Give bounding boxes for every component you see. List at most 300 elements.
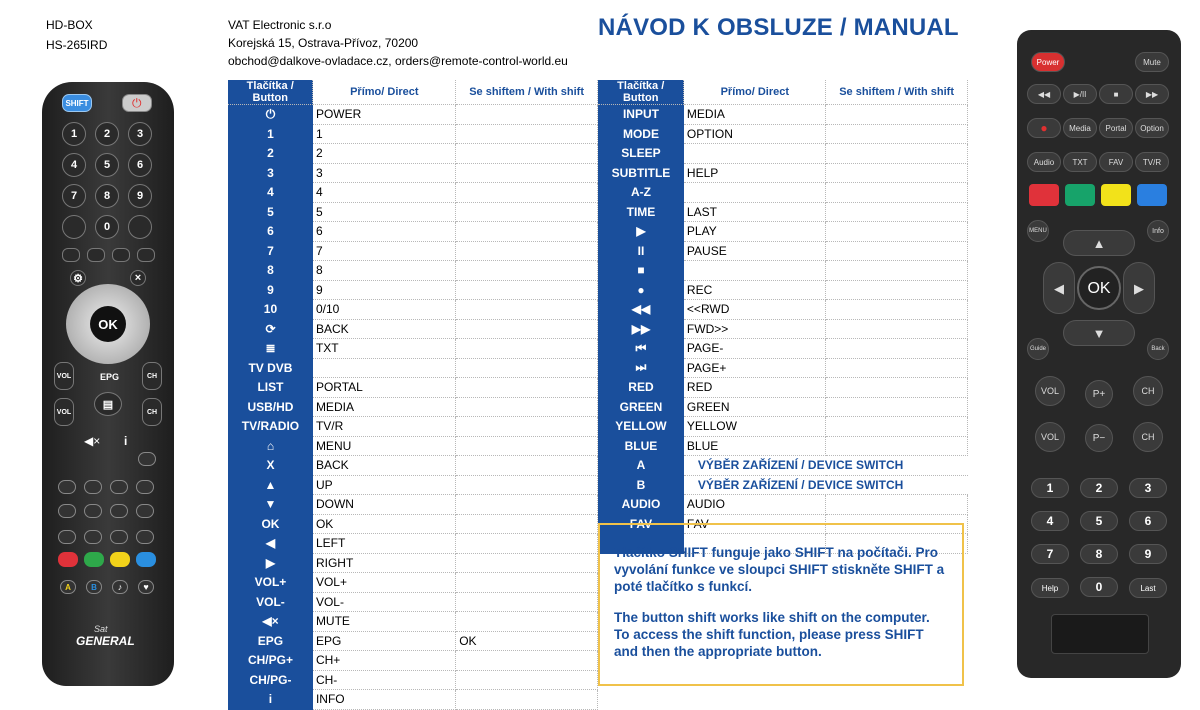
button-key: BLUE bbox=[598, 436, 684, 456]
color-button-red[interactable] bbox=[1029, 184, 1059, 206]
direct-function: MUTE bbox=[313, 612, 456, 632]
direct-function: 6 bbox=[313, 222, 456, 242]
direct-function: 4 bbox=[313, 183, 456, 203]
shift-function bbox=[456, 475, 598, 495]
button-key: MODE bbox=[598, 124, 684, 144]
shift-function bbox=[456, 105, 598, 125]
ok-button[interactable]: OK bbox=[90, 306, 126, 342]
button-key: 5 bbox=[228, 202, 313, 222]
table-row bbox=[228, 417, 598, 437]
number-button[interactable]: 3 bbox=[1129, 478, 1167, 498]
button-key: ◀× bbox=[228, 612, 313, 632]
shift-function bbox=[456, 319, 598, 339]
table-row bbox=[228, 534, 598, 554]
button-key: TIME bbox=[598, 202, 684, 222]
help-button[interactable]: Help bbox=[1031, 578, 1069, 598]
color-buttons bbox=[58, 552, 162, 570]
shift-function bbox=[826, 417, 968, 437]
b-button[interactable]: B bbox=[86, 580, 102, 594]
company-address: Korejská 15, Ostrava-Přívoz, 70200 bbox=[228, 36, 419, 50]
button-key: 10 bbox=[228, 300, 313, 320]
direct-function: UP bbox=[313, 475, 456, 495]
number-button[interactable]: 9 bbox=[1129, 544, 1167, 564]
shift-function bbox=[826, 183, 968, 203]
direct-function bbox=[313, 358, 456, 378]
table-row bbox=[228, 222, 598, 242]
media-button[interactable]: Media bbox=[1063, 118, 1097, 138]
direct-function: <<RWD bbox=[684, 300, 826, 320]
direct-function: FWD>> bbox=[684, 319, 826, 339]
button-key: LIST bbox=[228, 378, 313, 398]
music-icon[interactable]: ♪ bbox=[112, 580, 128, 594]
pause-button[interactable] bbox=[58, 504, 76, 518]
number-button[interactable]: 2 bbox=[95, 122, 119, 146]
color-button-blue[interactable] bbox=[136, 552, 156, 567]
table-row bbox=[598, 397, 968, 417]
shift-function bbox=[456, 378, 598, 398]
header-shift: Se shiftem / With shift bbox=[826, 80, 968, 105]
button-key: TV/RADIO bbox=[228, 417, 313, 437]
direct-function: 8 bbox=[313, 261, 456, 281]
button-key: ● bbox=[598, 280, 684, 300]
record-button[interactable]: ● bbox=[1027, 118, 1061, 138]
table-row bbox=[598, 378, 968, 398]
header-direct: Přímo/ Direct bbox=[684, 80, 826, 105]
forward-button[interactable]: ▶▶ bbox=[1135, 84, 1169, 104]
ch-minus-button[interactable]: CH bbox=[142, 398, 162, 426]
vol-minus-button[interactable]: VOL bbox=[54, 398, 74, 426]
direct-function: BACK bbox=[313, 456, 456, 476]
number-button[interactable] bbox=[128, 215, 152, 239]
direct-function: 1 bbox=[313, 124, 456, 144]
button-key: OK bbox=[228, 514, 313, 534]
direct-function: PLAY bbox=[684, 222, 826, 242]
shift-function bbox=[826, 436, 968, 456]
table-row bbox=[228, 124, 598, 144]
p-minus-button[interactable]: P− bbox=[1085, 424, 1113, 452]
vol-minus-button[interactable]: VOL bbox=[1035, 422, 1065, 452]
shift-button[interactable]: SHIFT bbox=[62, 94, 92, 112]
stop-button[interactable] bbox=[84, 504, 102, 518]
shift-function bbox=[456, 573, 598, 593]
table-row bbox=[228, 651, 598, 671]
vol-plus-button[interactable]: VOL bbox=[54, 362, 74, 390]
button-key: RED bbox=[598, 378, 684, 398]
table-row bbox=[228, 612, 598, 632]
shift-function bbox=[456, 261, 598, 281]
remote-button[interactable] bbox=[110, 480, 128, 494]
shift-function bbox=[456, 241, 598, 261]
model-code: HS-265IRD bbox=[46, 38, 108, 52]
button-key: VOL+ bbox=[228, 573, 313, 593]
direct-function: DOWN bbox=[313, 495, 456, 515]
number-button[interactable]: 6 bbox=[128, 153, 152, 177]
shift-function bbox=[456, 690, 598, 710]
button-key: 7 bbox=[228, 241, 313, 261]
number-button[interactable]: 4 bbox=[1031, 511, 1069, 531]
number-button[interactable]: 8 bbox=[95, 184, 119, 208]
color-button-yellow[interactable] bbox=[1101, 184, 1131, 206]
number-button[interactable]: 0 bbox=[95, 215, 119, 239]
button-key: A bbox=[598, 456, 684, 476]
table-row bbox=[228, 280, 598, 300]
button-key: A-Z bbox=[598, 183, 684, 203]
button-key: ▶▶ bbox=[598, 319, 684, 339]
table-row bbox=[598, 495, 968, 515]
number-button[interactable]: 9 bbox=[128, 184, 152, 208]
shift-function: OK bbox=[456, 631, 598, 651]
remote-button[interactable] bbox=[62, 248, 80, 262]
direct-function: GREEN bbox=[684, 397, 826, 417]
button-key: GREEN bbox=[598, 397, 684, 417]
remote-button[interactable] bbox=[84, 480, 102, 494]
play-pause-button[interactable]: ▶/II bbox=[1063, 84, 1097, 104]
remote-button[interactable] bbox=[58, 480, 76, 494]
button-key: FAV bbox=[598, 514, 684, 534]
number-button[interactable] bbox=[62, 215, 86, 239]
shift-function bbox=[456, 456, 598, 476]
audio-button[interactable]: Audio bbox=[1027, 152, 1061, 172]
next-button[interactable] bbox=[136, 530, 154, 544]
button-key: ⏻ bbox=[228, 105, 313, 125]
button-key: YELLOW bbox=[598, 417, 684, 437]
shift-function bbox=[456, 280, 598, 300]
down-button[interactable]: ▼ bbox=[1063, 320, 1135, 346]
color-button-green[interactable] bbox=[1065, 184, 1095, 206]
direct-function bbox=[684, 261, 826, 281]
info-text-cz: Tlačítko SHIFT funguje jako SHIFT na počítači. Pro vyvolání funkce ve sloupci SHIFT stiskněte SHIFT a poté tlačítko s funkcí. bbox=[614, 545, 945, 594]
number-button[interactable]: 7 bbox=[1031, 544, 1069, 564]
shift-function bbox=[456, 417, 598, 437]
number-button[interactable]: 4 bbox=[62, 153, 86, 177]
shift-function bbox=[456, 397, 598, 417]
remote-button[interactable] bbox=[112, 248, 130, 262]
button-key: TV DVB bbox=[228, 358, 313, 378]
last-button[interactable]: Last bbox=[1129, 578, 1167, 598]
direct-function: AUDIO bbox=[684, 495, 826, 515]
shift-function bbox=[826, 358, 968, 378]
menu-button[interactable]: MENU bbox=[1027, 220, 1049, 242]
table-row bbox=[228, 553, 598, 573]
button-key: ◀◀ bbox=[598, 300, 684, 320]
brand-script: Sat bbox=[94, 624, 108, 634]
button-key: i bbox=[228, 690, 313, 710]
shift-function bbox=[456, 183, 598, 203]
table-row bbox=[228, 241, 598, 261]
button-key: 9 bbox=[228, 280, 313, 300]
direct-function: LEFT bbox=[313, 534, 456, 554]
direct-function: MENU bbox=[313, 436, 456, 456]
table-row bbox=[598, 163, 968, 183]
shift-function bbox=[826, 280, 968, 300]
table-row bbox=[228, 475, 598, 495]
button-key: 1 bbox=[228, 124, 313, 144]
company-name: VAT Electronic s.r.o bbox=[228, 18, 332, 32]
table-row bbox=[598, 261, 968, 281]
direct-function: RED bbox=[684, 378, 826, 398]
shift-function bbox=[456, 222, 598, 242]
ch-minus-button[interactable]: CH bbox=[1133, 422, 1163, 452]
button-key: ⏭ bbox=[598, 358, 684, 378]
shift-function bbox=[826, 202, 968, 222]
number-button[interactable]: 8 bbox=[1080, 544, 1118, 564]
direct-function: HELP bbox=[684, 163, 826, 183]
direct-function: TXT bbox=[313, 339, 456, 359]
number-button[interactable]: 5 bbox=[1080, 511, 1118, 531]
shift-function bbox=[826, 124, 968, 144]
info-icon[interactable]: i bbox=[124, 434, 128, 448]
direct-function: FAV bbox=[684, 514, 826, 534]
rewind-row bbox=[56, 528, 160, 548]
direct-function: VOL- bbox=[313, 592, 456, 612]
remote-button[interactable] bbox=[136, 480, 154, 494]
number-button[interactable]: 1 bbox=[62, 122, 86, 146]
table-row bbox=[228, 319, 598, 339]
ir-window bbox=[1051, 614, 1149, 654]
button-key: ■ bbox=[598, 261, 684, 281]
header-shift: Se shiftem / With shift bbox=[456, 80, 598, 105]
button-key: ⟳ bbox=[228, 319, 313, 339]
shift-function bbox=[826, 397, 968, 417]
shift-function bbox=[456, 514, 598, 534]
power-icon: ⏻ bbox=[132, 96, 142, 110]
table-row bbox=[228, 690, 598, 710]
table-row bbox=[228, 514, 598, 534]
table-row bbox=[228, 202, 598, 222]
direct-function: REC bbox=[684, 280, 826, 300]
button-key: ⌂ bbox=[228, 436, 313, 456]
mapping-table-right bbox=[598, 80, 968, 554]
gear-icon[interactable]: ⚙ bbox=[70, 270, 86, 286]
heart-icon[interactable]: ♥ bbox=[138, 580, 154, 594]
shift-function bbox=[826, 163, 968, 183]
direct-function: MEDIA bbox=[313, 397, 456, 417]
table-row bbox=[598, 241, 968, 261]
vol-plus-button[interactable]: VOL bbox=[1035, 376, 1065, 406]
brand-logo: GENERAL bbox=[76, 634, 135, 648]
table-row bbox=[598, 300, 968, 320]
remote-button[interactable] bbox=[137, 248, 155, 262]
number-button[interactable]: 6 bbox=[1129, 511, 1167, 531]
ch-plus-button[interactable]: CH bbox=[142, 362, 162, 390]
menu-button[interactable]: ▤ bbox=[94, 392, 122, 416]
direct-function: TV/R bbox=[313, 417, 456, 437]
shift-function bbox=[826, 222, 968, 242]
option-button[interactable]: Option bbox=[1135, 118, 1169, 138]
shift-function bbox=[456, 124, 598, 144]
button-key: USB/HD bbox=[228, 397, 313, 417]
number-button[interactable]: 0 bbox=[1080, 577, 1118, 597]
mute-button[interactable]: Mute bbox=[1135, 52, 1169, 72]
header-button: Tlačítka / Button bbox=[598, 80, 684, 105]
page-title: NÁVOD K OBSLUZE / MANUAL bbox=[598, 14, 959, 41]
info-text-en: The button shift works like shift on the computer. To access the shift function, please press SHIFT and then the appropriate button. bbox=[614, 610, 930, 659]
button-key: INPUT bbox=[598, 105, 684, 125]
button-key: B bbox=[598, 475, 684, 495]
table-row bbox=[228, 144, 598, 164]
button-key: 8 bbox=[228, 261, 313, 281]
table-row bbox=[228, 261, 598, 281]
device-switch-label: VÝBĚR ZAŘÍZENÍ / DEVICE SWITCH bbox=[684, 456, 968, 476]
button-key: ▶ bbox=[228, 553, 313, 573]
color-button-yellow[interactable] bbox=[110, 552, 130, 567]
table-row bbox=[598, 436, 968, 456]
table-row bbox=[598, 475, 968, 495]
shift-function bbox=[456, 339, 598, 359]
contact-emails: obchod@dalkove-ovladace.cz, orders@remote-control-world.eu bbox=[228, 54, 568, 68]
number-button[interactable]: 1 bbox=[1031, 478, 1069, 498]
number-button[interactable]: 5 bbox=[95, 153, 119, 177]
color-button-blue[interactable] bbox=[1137, 184, 1167, 206]
button-key: 3 bbox=[228, 163, 313, 183]
table-row bbox=[228, 456, 598, 476]
direct-function: PAUSE bbox=[684, 241, 826, 261]
epg-label: EPG bbox=[100, 372, 120, 382]
remote-button[interactable] bbox=[87, 248, 105, 262]
tvr-button[interactable]: TV/R bbox=[1135, 152, 1169, 172]
p-plus-button[interactable]: P+ bbox=[1085, 380, 1113, 408]
a-button[interactable]: A bbox=[60, 580, 76, 594]
record-button[interactable] bbox=[110, 504, 128, 518]
shift-function bbox=[826, 319, 968, 339]
button-key: ▼ bbox=[228, 495, 313, 515]
table-row bbox=[598, 456, 968, 476]
prev-button[interactable] bbox=[110, 530, 128, 544]
shift-function bbox=[826, 105, 968, 125]
guide-button[interactable]: Guide bbox=[1027, 338, 1049, 360]
button-key: ≣ bbox=[228, 339, 313, 359]
direct-function: PAGE- bbox=[684, 339, 826, 359]
power-button[interactable]: Power bbox=[1031, 52, 1065, 72]
direct-function: CH+ bbox=[313, 651, 456, 671]
direct-function: POWER bbox=[313, 105, 456, 125]
table-row bbox=[228, 358, 598, 378]
ok-button[interactable]: OK bbox=[1077, 266, 1121, 310]
shift-function bbox=[456, 202, 598, 222]
button-key: 4 bbox=[228, 183, 313, 203]
number-button[interactable]: 2 bbox=[1080, 478, 1118, 498]
remote-hdbox bbox=[1017, 30, 1181, 678]
fav-button[interactable]: FAV bbox=[1099, 152, 1133, 172]
shift-function bbox=[826, 495, 968, 515]
power-button[interactable] bbox=[122, 94, 152, 112]
shift-function bbox=[826, 144, 968, 164]
button-key: EPG bbox=[228, 631, 313, 651]
remote-button[interactable] bbox=[138, 452, 156, 466]
button-key: CH/PG+ bbox=[228, 651, 313, 671]
direct-function: 5 bbox=[313, 202, 456, 222]
header-direct: Přímo/ Direct bbox=[313, 80, 456, 105]
number-button[interactable]: 3 bbox=[128, 122, 152, 146]
button-key: ⏮ bbox=[598, 339, 684, 359]
table-row bbox=[228, 573, 598, 593]
color-button-red[interactable] bbox=[58, 552, 78, 567]
shift-function bbox=[456, 358, 598, 378]
table-row bbox=[598, 202, 968, 222]
shift-function bbox=[456, 495, 598, 515]
table-row bbox=[228, 300, 598, 320]
txt-button[interactable]: TXT bbox=[1063, 152, 1097, 172]
table-row bbox=[228, 339, 598, 359]
button-key: ▶ bbox=[598, 222, 684, 242]
right-button[interactable]: ▶ bbox=[1123, 262, 1155, 314]
shift-function bbox=[456, 436, 598, 456]
model-name: HD-BOX bbox=[46, 18, 93, 32]
number-button[interactable]: 7 bbox=[62, 184, 86, 208]
shift-function bbox=[456, 651, 598, 671]
forward-button[interactable] bbox=[84, 530, 102, 544]
direct-function: MEDIA bbox=[684, 105, 826, 125]
button-key: SLEEP bbox=[598, 144, 684, 164]
button-key: ▲ bbox=[228, 475, 313, 495]
shift-function bbox=[826, 339, 968, 359]
button-key: 2 bbox=[228, 144, 313, 164]
shift-info-box bbox=[598, 523, 964, 686]
table-row bbox=[598, 105, 968, 125]
button-key: AUDIO bbox=[598, 495, 684, 515]
shift-function bbox=[826, 241, 968, 261]
table-row bbox=[228, 631, 598, 651]
direct-function: BLUE bbox=[684, 436, 826, 456]
shift-function bbox=[456, 300, 598, 320]
left-button[interactable]: ◀ bbox=[1043, 262, 1075, 314]
table-row bbox=[598, 222, 968, 242]
shift-function bbox=[826, 300, 968, 320]
color-button-green[interactable] bbox=[84, 552, 104, 567]
shift-function bbox=[456, 144, 598, 164]
table-row bbox=[228, 397, 598, 417]
remote-button[interactable] bbox=[136, 504, 154, 518]
mute-icon[interactable]: ◀× bbox=[84, 434, 101, 448]
direct-function: VOL+ bbox=[313, 573, 456, 593]
ch-plus-button[interactable]: CH bbox=[1133, 376, 1163, 406]
stop-button[interactable]: ■ bbox=[1099, 84, 1133, 104]
up-button[interactable]: ▲ bbox=[1063, 230, 1135, 256]
direct-function: INFO bbox=[313, 690, 456, 710]
table-row bbox=[598, 144, 968, 164]
shift-function bbox=[456, 534, 598, 554]
shift-function bbox=[456, 592, 598, 612]
direct-function: OPTION bbox=[684, 124, 826, 144]
shift-function bbox=[456, 163, 598, 183]
direct-function: 7 bbox=[313, 241, 456, 261]
direct-function: 2 bbox=[313, 144, 456, 164]
mapping-table-left bbox=[228, 80, 598, 710]
close-icon[interactable]: × bbox=[130, 270, 146, 286]
portal-button[interactable]: Portal bbox=[1099, 118, 1133, 138]
shift-function bbox=[826, 261, 968, 281]
info-button[interactable]: Info bbox=[1147, 220, 1169, 242]
table-row bbox=[598, 417, 968, 437]
direct-function: BACK bbox=[313, 319, 456, 339]
button-key: VOL- bbox=[228, 592, 313, 612]
direct-function: PAGE+ bbox=[684, 358, 826, 378]
table-row bbox=[228, 436, 598, 456]
back-button[interactable]: Back bbox=[1147, 338, 1169, 360]
table-row bbox=[228, 105, 598, 125]
direct-function bbox=[684, 183, 826, 203]
rewind-button[interactable] bbox=[58, 530, 76, 544]
direct-function: EPG bbox=[313, 631, 456, 651]
rewind-button[interactable]: ◀◀ bbox=[1027, 84, 1061, 104]
direct-function: RIGHT bbox=[313, 553, 456, 573]
header-button: Tlačítka / Button bbox=[228, 80, 313, 105]
direct-function: 9 bbox=[313, 280, 456, 300]
button-key: II bbox=[598, 241, 684, 261]
button-key: X bbox=[228, 456, 313, 476]
shift-function bbox=[456, 612, 598, 632]
table-row bbox=[228, 670, 598, 690]
